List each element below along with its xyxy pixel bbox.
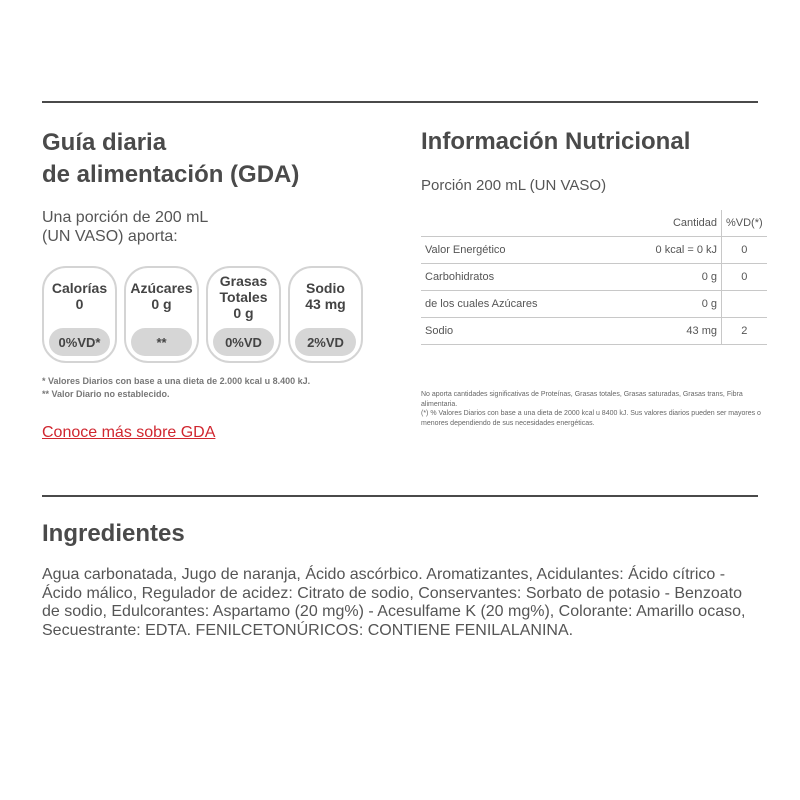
gda-portion <box>42 208 208 246</box>
gda-portion-line2: (UN VASO) aporta: <box>42 228 178 245</box>
row-amount: 43 mg <box>649 318 722 345</box>
gda-card-azucares <box>124 266 199 363</box>
card-pill: ** <box>131 328 192 356</box>
gda-card-calorias <box>42 266 117 363</box>
gda-portion-line1: Una porción de 200 mL <box>42 209 209 226</box>
card-value: 0 g <box>233 305 254 321</box>
card-value: 0 g <box>151 296 172 312</box>
ingredients-title: Ingredientes <box>42 520 185 547</box>
card-label: Sodio <box>306 280 345 296</box>
table-header-row <box>421 210 767 237</box>
card-pill: 0%VD <box>213 328 274 356</box>
nutrition-notes <box>421 390 761 428</box>
header-empty <box>421 210 649 237</box>
row-vd: 2 <box>722 318 767 345</box>
table-row <box>421 237 767 264</box>
ingredients-text: Agua carbonatada, Jugo de naranja, Ácido ascórbico. Aromatizantes, Acidulantes: Ácido cítrico - Ácido málico, Regulador de acidez: Citrato de sodio, Conservantes: Sorbato de potasio - Benzoato de sodio, Edulcorantes: Aspartamo (20 mg%) - Acesulfame K (20 mg%), Colorante: Amarillo ocaso, Secuestrante: EDTA. FENILCETONÚRICOS: CONTIENE FENILALANINA. <box>42 566 746 639</box>
row-name: Sodio <box>421 318 649 345</box>
row-vd: 0 <box>722 237 767 264</box>
row-vd <box>722 291 767 318</box>
nutrition-portion: Porción 200 mL (UN VASO) <box>421 177 607 194</box>
card-value: 0 <box>75 296 84 312</box>
gda-card-grasas <box>206 266 281 363</box>
gda-title-line2: de alimentación (GDA) <box>42 161 300 188</box>
table-row <box>421 264 767 291</box>
card-pill: 0%VD* <box>49 328 110 356</box>
row-amount: 0 g <box>649 264 722 291</box>
gda-more-link[interactable]: Conoce más sobre GDA <box>42 424 216 441</box>
nutrition-note-1: No aporta cantidades significativas de Proteínas, Grasas totales, Grasas saturadas, Grasas trans, Fibra alimentaria. <box>421 391 743 408</box>
middle-divider <box>42 495 758 497</box>
gda-title <box>42 127 299 191</box>
gda-card-sodio <box>288 266 363 363</box>
gda-note-1: * Valores Diarios con base a una dieta de 2.000 kcal u 8.400 kJ. <box>42 376 311 386</box>
card-label: Grasas Totales <box>219 273 268 305</box>
row-name: de los cuales Azúcares <box>421 291 649 318</box>
gda-title-line1: Guía diaria <box>42 129 167 156</box>
top-divider <box>42 101 758 103</box>
row-amount: 0 g <box>649 291 722 318</box>
card-label: Azúcares <box>130 280 193 296</box>
table-row <box>421 318 767 345</box>
row-name: Carbohidratos <box>421 264 649 291</box>
header-cantidad: Cantidad <box>649 210 722 237</box>
nutrition-title: Información Nutricional <box>421 128 691 155</box>
row-amount: 0 kcal = 0 kJ <box>649 237 722 264</box>
gda-cards <box>42 266 363 363</box>
card-pill: 2%VD <box>295 328 356 356</box>
nutrition-table <box>421 210 767 345</box>
table-row <box>421 291 767 318</box>
card-label: Calorías <box>51 280 108 296</box>
nutrition-note-2: (*) % Valores Diarios con base a una dieta de 2000 kcal u 8400 kJ. Sus valores diarios pueden ser mayores o menores dependiendo de sus necesidades energéticas. <box>421 410 761 427</box>
card-value: 43 mg <box>305 296 346 312</box>
gda-note-2: ** Valor Diario no establecido. <box>42 389 170 399</box>
row-name: Valor Energético <box>421 237 649 264</box>
header-vd: %VD(*) <box>722 210 767 237</box>
row-vd: 0 <box>722 264 767 291</box>
